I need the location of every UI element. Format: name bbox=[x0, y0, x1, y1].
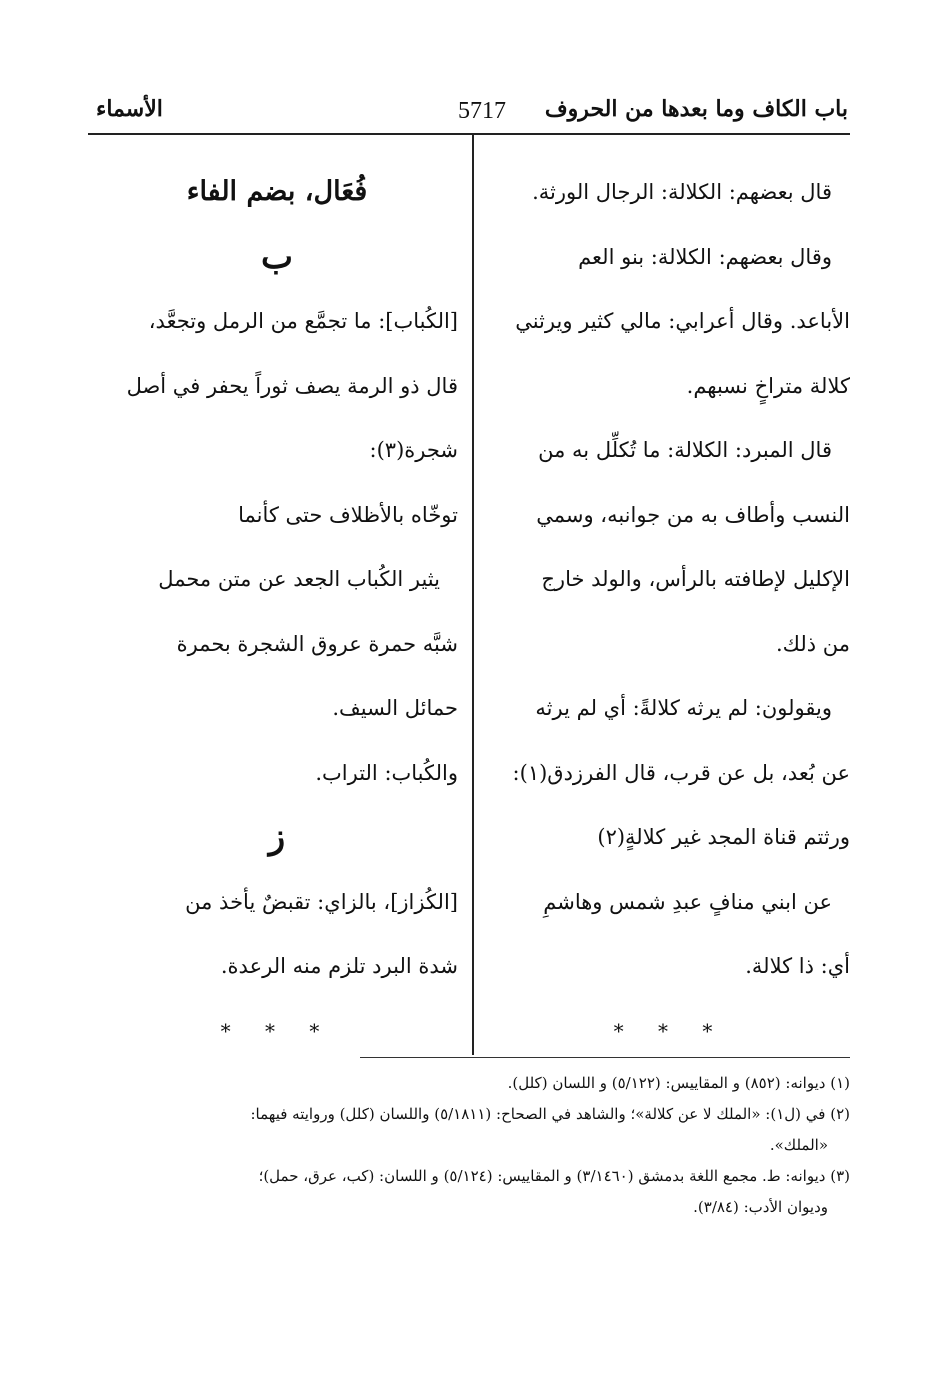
column-divider bbox=[472, 133, 474, 1055]
text-line: ويقولون: لم يرثه كلالةً: أي لم يرثه bbox=[535, 696, 832, 720]
running-header bbox=[96, 96, 848, 132]
header-section-title: الأسماء bbox=[96, 96, 163, 122]
footnote-1: (١) ديوانه: (٨٥٢) و المقاييس: (٥/١٢٢) و اللسان (كلل). bbox=[507, 1074, 850, 1092]
footnote-2: (٢) في (ل١): «الملك لا عن كلالة»؛ والشاهد في الصحاح: (٥/١٨١١) واللسان (كلل) وروايته فيهما: bbox=[250, 1105, 850, 1123]
footnote-rule bbox=[360, 1057, 850, 1058]
text-line: قال بعضهم: الكلالة: الرجال الورثة. bbox=[532, 180, 832, 204]
text-line: كلالة متراخٍ نسبهم. bbox=[686, 373, 850, 398]
text-line: شجرة(٣): bbox=[369, 438, 458, 462]
text-line: عن بُعد، بل عن قرب، قال الفرزدق(١): bbox=[512, 760, 850, 785]
verse-line: يثير الكُباب الجعد عن متن محمل bbox=[158, 567, 440, 591]
footnote-3-continued: وديوان الأدب: (٣/٨٤). bbox=[693, 1198, 828, 1216]
header-chapter-title: باب الكاف وما بعدها من الحروف bbox=[544, 96, 848, 122]
text-line: والكُباب: التراب. bbox=[315, 760, 458, 785]
letter-heading-zay: ز bbox=[268, 817, 286, 857]
text-line: [الكُزاز]، بالزاي: تقبضٌ يأخذ من bbox=[185, 889, 458, 914]
verse-line: ورثتم قناة المجد غير كلالةٍ(٢) bbox=[597, 825, 850, 849]
text-line: حمائل السيف. bbox=[332, 696, 458, 720]
footnotes bbox=[96, 1068, 850, 1223]
text-line: الإكليل لإطافته بالرأس، والولد خارج bbox=[541, 567, 850, 591]
text-line: قال ذو الرمة يصف ثوراً يحفر في أصل bbox=[126, 373, 458, 398]
footnote-2-continued: «الملك». bbox=[769, 1136, 828, 1154]
verse-line: توخّاه بالأظلاف حتى كأنما bbox=[238, 502, 458, 527]
text-line: النسب وأطاف به من جوانبه، وسمي bbox=[536, 502, 850, 527]
page-number: 5717 bbox=[458, 98, 506, 124]
text-line: الأباعد. وقال أعرابي: مالي كثير ويرثني bbox=[515, 309, 850, 333]
text-line: قال المبرد: الكلالة: ما تُكلِّل به من bbox=[538, 438, 832, 462]
footnote-3: (٣) ديوانه: ط. مجمع اللغة بدمشق (٣/١٤٦٠) و المقاييس: (٥/١٢٤) و اللسان: (كب، عرق، حمل)؛ bbox=[258, 1167, 850, 1185]
text-line: وقال بعضهم: الكلالة: بنو العم bbox=[578, 244, 832, 269]
section-separator: * * * bbox=[220, 1018, 334, 1043]
text-line: من ذلك. bbox=[775, 631, 850, 656]
text-line: شبَّه حمرة عروق الشجرة بحمرة bbox=[176, 631, 458, 656]
text-line: شدة البرد تلزم منه الرعدة. bbox=[220, 954, 458, 978]
text-line: [الكُباب]: ما تجمَّع من الرمل وتجعَّد، bbox=[148, 309, 458, 333]
left-column bbox=[96, 160, 458, 1063]
letter-heading-ba: ب bbox=[260, 236, 293, 277]
section-heading: فُعَال، بضم الفاء bbox=[186, 176, 368, 207]
text-line: أي: ذا كلالة. bbox=[745, 954, 850, 978]
header-rule bbox=[88, 133, 850, 135]
verse-line: عن ابني منافٍ عبدِ شمس وهاشمِ bbox=[543, 889, 832, 914]
section-separator: * * * bbox=[613, 1018, 727, 1043]
right-column bbox=[490, 160, 850, 1063]
